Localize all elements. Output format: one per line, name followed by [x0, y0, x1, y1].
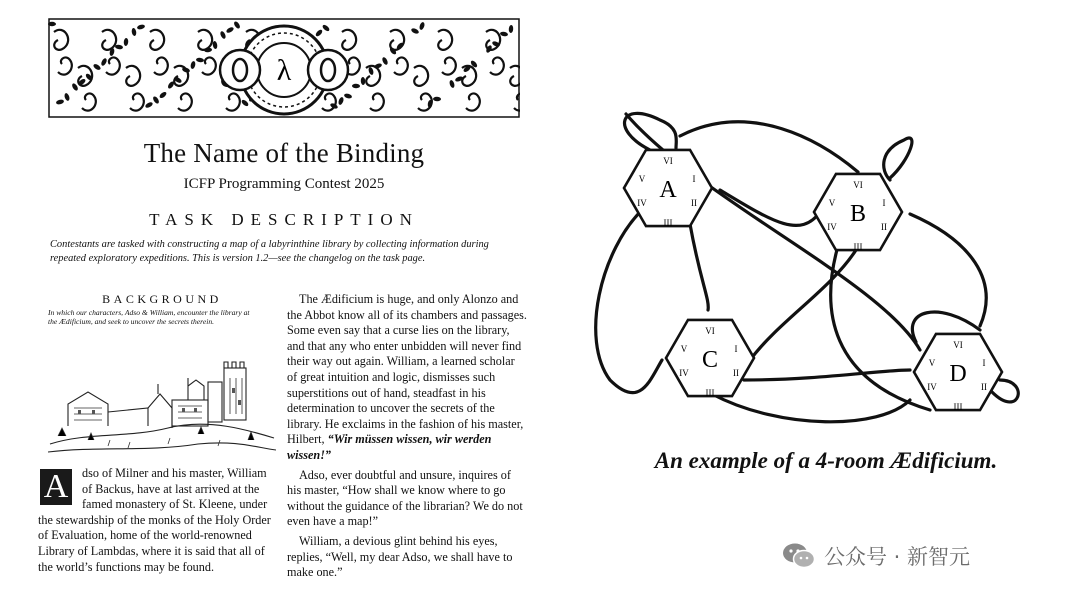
text-line: the stewardship of the monks of the Holy Order — [38, 512, 271, 527]
drop-cap: A — [38, 467, 74, 507]
diagram-caption: An example of a 4-room Ædificium. — [654, 448, 998, 473]
text-line: dso of Milner and his master, William — [82, 466, 267, 480]
door-numeral: III — [853, 242, 863, 252]
door-numeral: III — [953, 402, 963, 412]
room-label: B — [849, 201, 867, 227]
castle-illustration — [48, 348, 276, 460]
door-numeral: V — [828, 198, 836, 208]
door-numeral: II — [981, 382, 987, 392]
story-paragraph — [287, 292, 527, 464]
text-line: of Backus, have at last arrived at the — [82, 481, 260, 496]
background-heading: BACKGROUND — [102, 292, 222, 306]
door-numeral: II — [881, 222, 887, 232]
page-subtitle: ICFP Programming Contest 2025 — [183, 176, 385, 192]
background-paragraph — [38, 466, 278, 575]
text-line: the world’s functions may be found. — [38, 559, 215, 574]
door-numeral: VI — [853, 180, 863, 190]
door-numeral: IV — [827, 222, 837, 232]
room-d — [914, 334, 1002, 412]
door-numeral: V — [638, 174, 646, 184]
room-b — [814, 174, 902, 252]
door-numeral: VI — [663, 156, 673, 166]
door-numeral: I — [734, 344, 738, 354]
text-line: Library of Lambdas, where it is said that all of — [38, 543, 265, 558]
text-line: of Evaluation, home of the world-renowned — [38, 528, 252, 543]
background-sub-line: In which our characters, Adso & William, encounter the library at — [48, 308, 250, 317]
section-heading: TASK DESCRIPTION — [149, 210, 419, 229]
door-numeral: I — [882, 198, 886, 208]
door-numeral: V — [928, 358, 936, 368]
door-numeral: II — [691, 198, 697, 208]
abstract-line: repeated exploratory expeditions. This is version 1.2—see the changelog on the task page. — [50, 253, 426, 264]
background-sub-line: the Ædificium, and seek to uncover the secrets therein. — [48, 317, 215, 326]
background-subheading — [48, 308, 276, 326]
rooms — [624, 150, 1002, 412]
lambda-glyph: λ — [276, 54, 292, 87]
room-label: A — [659, 177, 677, 203]
door-numeral: V — [680, 344, 688, 354]
room-label: C — [701, 347, 719, 373]
story-text: The Ædificium is huge, and only Alonzo and the Abbot know all of its chambers and passages. Some even say that a curse lies on the library, and that any who enter unbidden will never find their way out again. William, a learned scholar of great intuition and logic, dismisses such superstitions out of hand, steadfast in his determination to uncover the secrets of the library. He exclaims in the fashion of his master, Hilbert, — [287, 292, 527, 447]
hilbert-quote: “Wir müssen wissen, wir werden wissen!” — [287, 432, 492, 462]
door-numeral: III — [663, 218, 673, 228]
story-paragraph: Adso, ever doubtful and unsure, inquires of his master, “How shall we know where to go without the guidance of the librarian? We do not even have a map!” — [287, 467, 523, 529]
watermark — [782, 539, 1052, 573]
door-numeral: VI — [705, 326, 715, 336]
abstract-line: Contestants are tasked with constructing a map of a labyrinthine library by collecting information during — [50, 239, 489, 250]
room-c — [666, 320, 754, 398]
watermark-text: 公众号 · 新智元 — [824, 545, 971, 569]
door-numeral: II — [733, 368, 739, 378]
room-label: D — [949, 361, 967, 387]
aedificium-diagram — [580, 80, 1060, 480]
door-numeral: VI — [953, 340, 963, 350]
ornamental-banner — [48, 18, 520, 118]
door-numeral: IV — [927, 382, 937, 392]
story-column — [287, 292, 527, 585]
text-line: famed monastery of St. Kleene, under — [82, 497, 268, 512]
page-title: The Name of the Binding — [143, 138, 425, 168]
abstract — [50, 238, 520, 266]
door-numeral: IV — [679, 368, 689, 378]
door-numeral: I — [692, 174, 696, 184]
door-numeral: III — [705, 388, 715, 398]
door-numeral: I — [982, 358, 986, 368]
door-numeral: IV — [637, 198, 647, 208]
wechat-icon — [782, 542, 816, 570]
story-paragraph: William, a devious glint behind his eyes, replies, “Well, my dear Adso, we shall have to make one.” — [287, 533, 513, 580]
